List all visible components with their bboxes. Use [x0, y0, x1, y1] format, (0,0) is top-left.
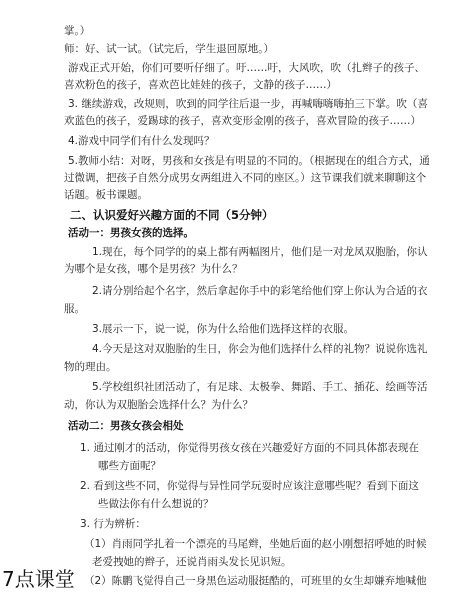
- text-line: 3. 继续游戏，改规则，吹到的同学往后退一步，再喊嗨嗨嗨拍三下掌。吹（喜: [68, 98, 428, 110]
- text-line: 1.现在，每个同学的的桌上都有两幅图片，他们是一对龙凤双胞胎，你认: [92, 246, 428, 258]
- text-line: 欢蓝色的孩子，爱踢球的孩子，喜欢变形金刚的孩子，喜欢冒险的孩子……）: [64, 115, 421, 127]
- text-line: 4.游戏中同学们有什么发现吗？: [68, 135, 215, 147]
- text-line: 3. 行为辨析：: [80, 518, 146, 530]
- text-line: 5.学校组织社团活动了，有足球、太极拳、舞蹈、手工、插花、绘画等活: [92, 381, 428, 393]
- text-line: 物的理由。: [64, 361, 117, 373]
- text-line: 师：好、试一试。（试完后，学生退回原地。）: [64, 43, 274, 55]
- text-line: 过微调，把孩子自然分成男女两组进入不同的座区。）这节课我们就来聊聊这个: [64, 172, 427, 184]
- section-heading: 二、认识爱好兴趣方面的不同（5分钟）: [70, 208, 274, 222]
- text-line: 3.展示一下，说一说，你为什么给他们选择这样的衣服。: [92, 323, 355, 335]
- text-line: 话题。板书课题。: [64, 189, 148, 201]
- text-line: 2.请分别给起个名字，然后拿起你手中的彩笔给他们穿上你认为合适的衣: [92, 285, 428, 297]
- text-line: 哪些方面呢？: [98, 460, 161, 472]
- text-line: 5.教师小结：对呀，男孩和女孩是有明显的不同的。（根据现在的组合方式，通: [68, 155, 430, 167]
- text-line: （1）肖雨同学扎着一个漂亮的马尾辫，坐她后面的赵小刚想招呼她的时候: [84, 538, 427, 550]
- page-caption: 7点课堂: [2, 567, 75, 591]
- text-line: 些做法你有什么想说的？: [98, 498, 214, 510]
- text-line: 服。: [64, 303, 85, 315]
- text-line: 动，你认为双胞胎会选择什么？为什么？: [64, 399, 253, 411]
- activity-heading: 活动二：男孩女孩会相处: [68, 420, 184, 432]
- text-line: （2）陈鹏飞觉得自己一身黑色运动服挺酷的，可班里的女生却嫌弃地喊他: [84, 575, 427, 587]
- text-line: 游戏正式开始，你们可要听仔细了。吁……吁，大风吹，吹（扎辫子的孩子、: [68, 62, 425, 74]
- text-line: 老爱拽她的辫子，还说肖雨头发长见识短。: [92, 556, 292, 568]
- text-line: 2. 看到这些不同，你觉得与异性同学玩耍时应该注意哪些呢？看到下面这: [80, 480, 419, 492]
- text-line: 喜欢粉色的孩子，喜欢芭比娃娃的孩子，文静的孩子……）: [64, 79, 337, 91]
- text-line: 掌。）: [64, 25, 91, 37]
- text-line: 1. 通过刚才的活动，你觉得男孩女孩在兴趣爱好方面的不同具体都表现在: [80, 442, 419, 454]
- text-line: 为哪个是女孩，哪个是男孩？为什么？: [64, 263, 243, 275]
- activity-heading: 活动一：男孩女孩的选择。: [68, 227, 194, 239]
- text-line: 4.今天是这对双胞胎的生日，你会为他们选择什么样的礼物？说说你选礼: [92, 343, 428, 355]
